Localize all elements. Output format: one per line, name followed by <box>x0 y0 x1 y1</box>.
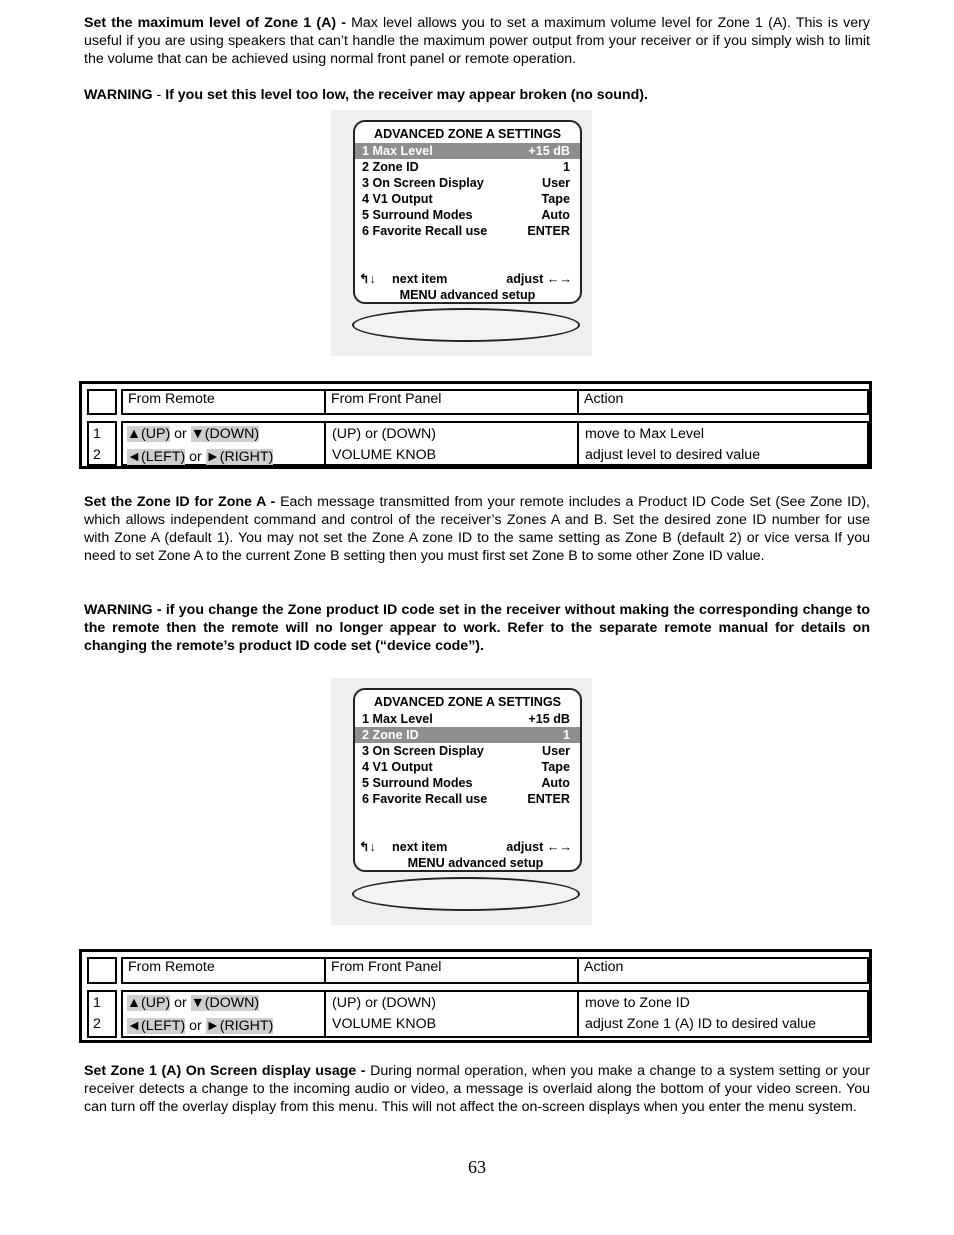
table-header-remote: From Remote <box>121 389 326 415</box>
osd-adjust: adjust ←→ <box>506 840 572 854</box>
osd-item-label: 5 Surround Modes <box>362 208 473 222</box>
osd-item-label: 1 Max Level <box>362 712 433 726</box>
table-num-column <box>87 421 117 466</box>
osd-item-surround-modes <box>360 207 575 223</box>
body-zone-id: Each message transmitted from your remote includes a Product ID Code Set (See Zone ID), which allows independent command and control of the receiver’s Zones A and B. Set the desired zone ID number for use with Zone A (default 1). You may not set the Zone A zone ID to the same setting as Zone B (default 2) or vice versa If you need to set Zone A to the current Zone B setting then you must first set Zone B to some other Zone ID value. <box>84 494 871 564</box>
osd-screen <box>353 688 582 872</box>
osd-item-label: 3 On Screen Display <box>362 744 484 758</box>
osd-item-max-level <box>360 711 575 727</box>
table-row-panel: VOLUME KNOB <box>332 1016 437 1032</box>
osd-item-label: 1 Max Level <box>362 144 433 158</box>
table-row-remote <box>127 425 259 443</box>
table-row-num: 2 <box>93 1016 101 1032</box>
down-key: ▼(DOWN) <box>190 426 260 442</box>
osd-item-value: Tape <box>541 192 570 206</box>
osd-item-label: 6 Favorite Recall use <box>362 792 488 806</box>
osd-title: ADVANCED ZONE A SETTINGS <box>373 695 562 709</box>
right-key: ►(RIGHT) <box>205 449 274 465</box>
warning-label: WARNING <box>84 87 153 103</box>
osd-nav-hint <box>355 839 580 855</box>
table-row-remote <box>127 448 273 466</box>
osd-nav-hint <box>355 271 580 287</box>
osd-item-value: User <box>541 744 570 758</box>
osd-item-label: 6 Favorite Recall use <box>362 224 488 238</box>
osd-adjust: adjust ←→ <box>506 272 572 286</box>
left-key: ◄(LEFT) <box>127 449 186 465</box>
up-down-arrows-icon: ↰↓ <box>359 272 376 286</box>
osd-item-favorite-recall <box>360 791 575 807</box>
body-on-screen-display: During normal operation, when you make a change to a system setting or your receiver detects a change to the incoming audio or video, a message is overlaid along the bottom of your video screen. You can turn off the overlay display from this menu. This will not affect the on-screen displays when you enter the menu system. <box>84 1063 870 1115</box>
up-key: ▲(UP) <box>127 995 171 1011</box>
table-header-corner <box>87 957 117 984</box>
osd-next-item: next item <box>392 272 448 286</box>
table-row-num: 1 <box>93 995 101 1011</box>
osd-item-value: 1 <box>562 160 570 174</box>
table-header-panel: From Front Panel <box>324 389 579 415</box>
warning-text: If you set this level too low, the receiver may appear broken (no sound). <box>165 87 648 103</box>
osd-item-label: 4 V1 Output <box>362 760 433 774</box>
osd-item-value: Tape <box>541 760 570 774</box>
osd-item-value: Auto <box>541 776 570 790</box>
down-key: ▼(DOWN) <box>190 995 260 1011</box>
paragraph-on-screen-display <box>84 1062 870 1116</box>
control-table-max-level <box>79 381 872 469</box>
table-row-panel: VOLUME KNOB <box>332 447 437 463</box>
osd-item-zone-id <box>355 727 580 743</box>
control-table-zone-id <box>79 949 872 1043</box>
table-header-action: Action <box>577 957 869 984</box>
or-text: or <box>185 449 206 465</box>
table-row-num: 1 <box>93 426 101 442</box>
osd-item-v1-output <box>360 759 575 775</box>
osd-item-v1-output <box>360 191 575 207</box>
osd-item-value: +15 dB <box>528 144 570 158</box>
osd-item-max-level <box>355 143 580 159</box>
table-row-remote <box>127 994 259 1012</box>
remote-display-oval <box>352 308 580 342</box>
osd-item-label: 5 Surround Modes <box>362 776 473 790</box>
left-key: ◄(LEFT) <box>127 1018 186 1034</box>
osd-item-label: 4 V1 Output <box>362 192 433 206</box>
table-row-panel: (UP) or (DOWN) <box>332 995 437 1011</box>
osd-item-value: ENTER <box>527 792 570 806</box>
table-header-panel: From Front Panel <box>324 957 579 984</box>
table-row-panel: (UP) or (DOWN) <box>332 426 437 442</box>
or-text: or <box>185 1018 206 1034</box>
osd-panel-max-level <box>331 110 592 356</box>
table-header-action: Action <box>577 389 869 415</box>
table-row-num: 2 <box>93 447 101 463</box>
osd-item-value: User <box>541 176 570 190</box>
table-header-corner <box>87 389 117 415</box>
table-num-column <box>87 990 117 1038</box>
osd-item-on-screen-display <box>360 743 575 759</box>
osd-item-zone-id <box>360 159 575 175</box>
heading-max-level: Set the maximum level of Zone 1 (A) - <box>84 15 346 31</box>
osd-item-value: +15 dB <box>528 712 570 726</box>
osd-panel-zone-id <box>331 678 592 925</box>
or-text: or <box>170 426 191 442</box>
paragraph-max-level <box>84 14 870 68</box>
right-key: ►(RIGHT) <box>205 1018 274 1034</box>
osd-item-surround-modes <box>360 775 575 791</box>
table-row-action: move to Max Level <box>585 426 705 442</box>
up-key: ▲(UP) <box>127 426 171 442</box>
heading-on-screen-display: Set Zone 1 (A) On Screen display usage - <box>84 1063 366 1079</box>
warning-zone-id: WARNING - if you change the Zone product ID code set in the receiver without making the corresponding change to the remote then the remote will no longer appear to work. Refer to the separate remote manual for details on changing the remote’s product ID code set (“device code”). <box>84 602 870 654</box>
table-header-remote: From Remote <box>121 957 326 984</box>
table-row-action: move to Zone ID <box>585 995 690 1011</box>
osd-item-label: 2 Zone ID <box>362 160 419 174</box>
osd-item-value: ENTER <box>527 224 570 238</box>
heading-zone-id: Set the Zone ID for Zone A - <box>84 494 276 510</box>
osd-item-favorite-recall <box>360 223 575 239</box>
body-max-level: Max level allows you to set a maximum volume level for Zone 1 (A). This is very useful if you are using speakers that can’t handle the maximum power output from your receiver or if you simply wish to limit the volume that can be achieved using normal front panel or remote operation. <box>84 15 870 67</box>
remote-display-oval <box>352 877 580 911</box>
osd-item-label: 2 Zone ID <box>362 728 419 742</box>
page-number: 63 <box>468 1157 486 1177</box>
osd-next-item: next item <box>392 840 448 854</box>
osd-menu-hint: MENU advanced setup <box>399 288 536 302</box>
osd-title: ADVANCED ZONE A SETTINGS <box>373 127 562 141</box>
table-row-action: adjust level to desired value <box>585 447 761 463</box>
osd-screen <box>353 120 582 304</box>
osd-item-label: 3 On Screen Display <box>362 176 484 190</box>
osd-item-value: Auto <box>541 208 570 222</box>
osd-item-on-screen-display <box>360 175 575 191</box>
table-row-action: adjust Zone 1 (A) ID to desired value <box>585 1016 817 1032</box>
or-text: or <box>170 995 191 1011</box>
table-row-remote <box>127 1017 273 1035</box>
up-down-arrows-icon: ↰↓ <box>359 840 376 854</box>
warning-separator: - <box>152 87 166 103</box>
paragraph-zone-id <box>84 493 870 565</box>
osd-item-value: 1 <box>562 728 570 742</box>
warning-max-level <box>84 86 870 104</box>
osd-menu-hint: MENU advanced setup <box>407 856 544 870</box>
